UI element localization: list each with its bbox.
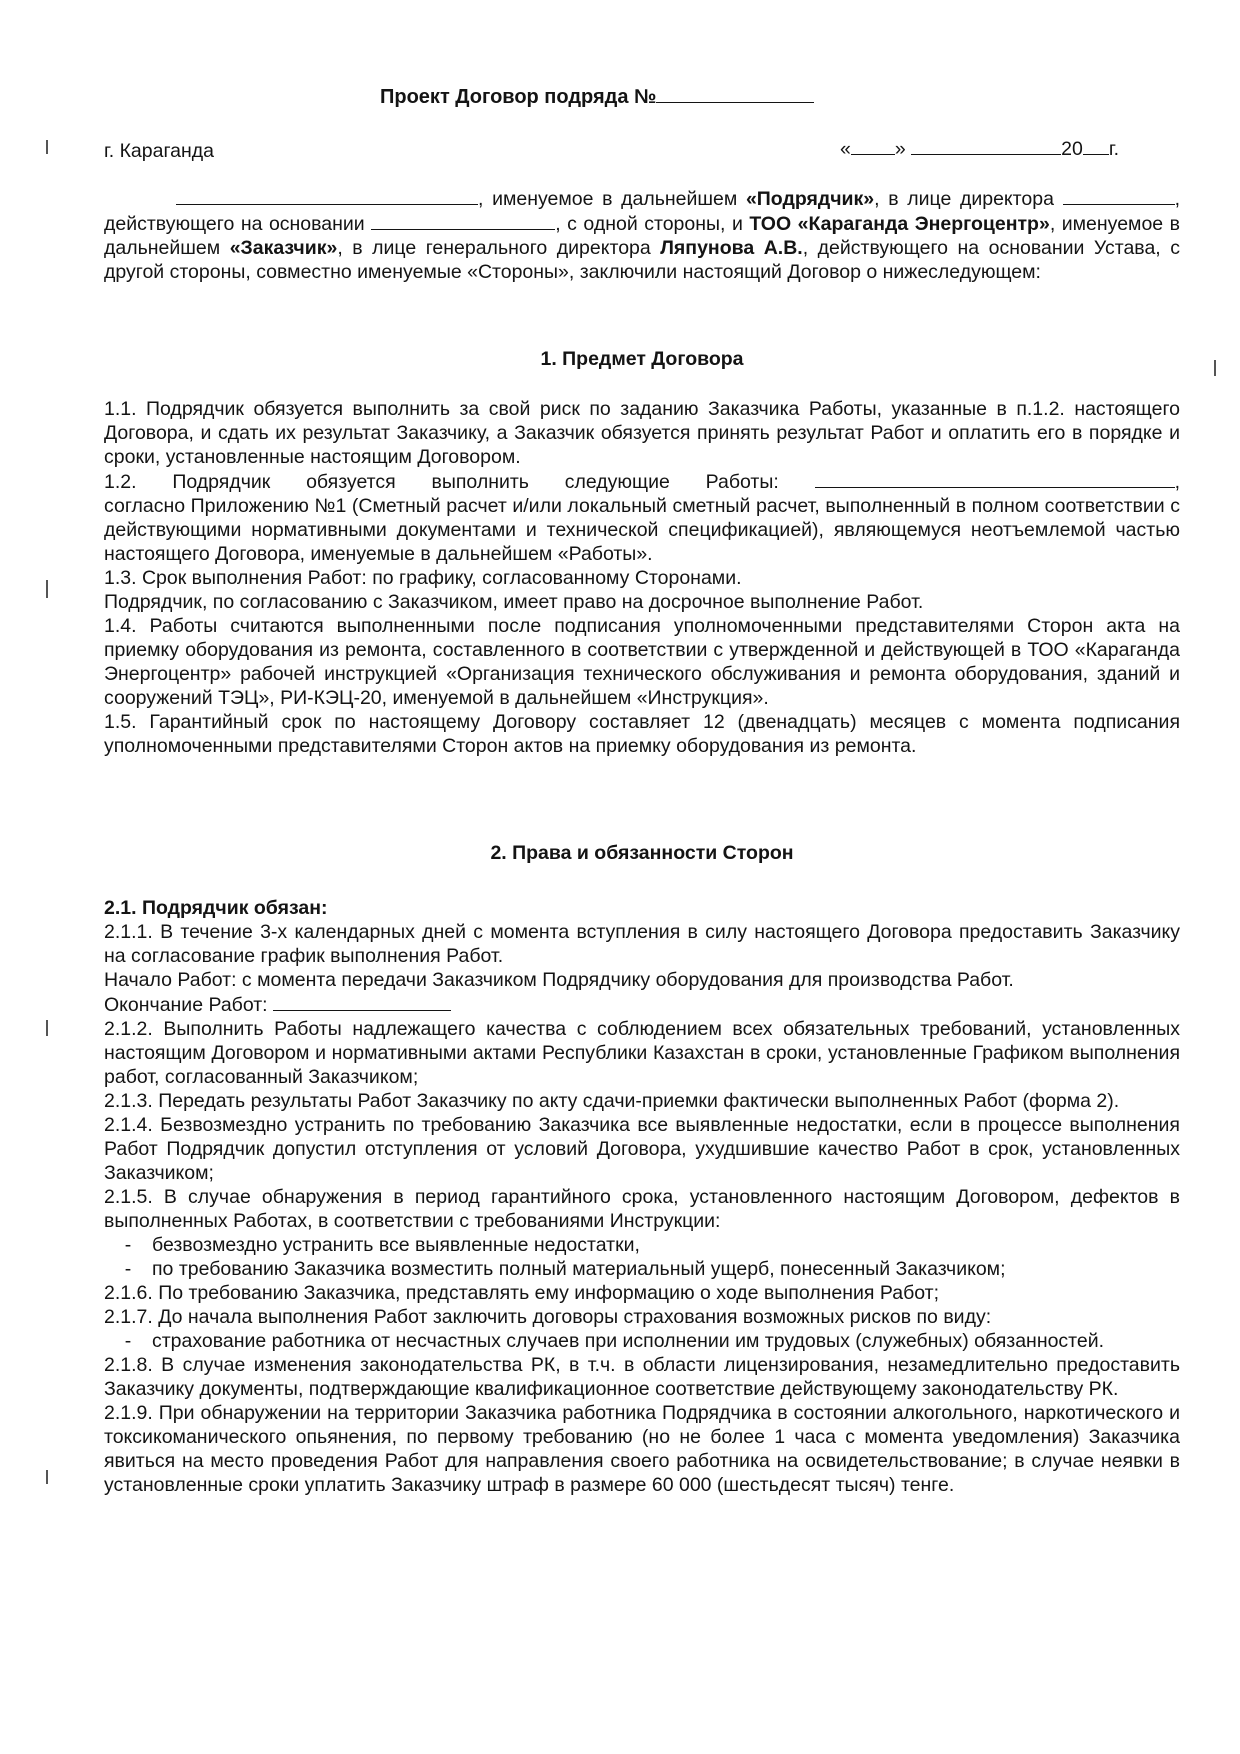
contract-title xyxy=(380,84,814,109)
director-name-blank xyxy=(1063,186,1175,205)
clause-1-2: 1.2. Подрядчик обязуется выполнить следующие Работы: , xyxy=(104,471,1180,493)
clause-1-3-note: Подрядчик, по согласованию с Заказчиком, имеет право на досрочное выполнение Работ. xyxy=(104,591,924,613)
scan-mark xyxy=(46,1470,48,1484)
work-end-blank xyxy=(273,992,451,1011)
clause-2-1-6: 2.1.6. По требованию Заказчика, представлять ему информацию о ходе выполнения Работ; xyxy=(104,1282,940,1304)
scan-mark xyxy=(46,140,48,154)
clause-1-4: 1.4. Работы считаются выполненными после подписания уполномоченными представителями Сторон акта на приемку оборудования из ремонта, составленного в соответствии с утвержденной и действующей в ТОО «Караганда Энергоцентр» рабочей инструкцией «Организация технического обслуживания и ремонта оборудования, зданий и сооружений ТЭЦ», РИ-КЭЦ-20, именуемой в дальнейшем «Инструкция». xyxy=(104,615,1180,709)
clause-2-1-3: 2.1.3. Передать результаты Работ Заказчику по акту сдачи-приемки фактически выполненных Работ (форма 2). xyxy=(104,1090,1120,1112)
year-blank xyxy=(1083,136,1109,155)
work-end: Окончание Работ: xyxy=(104,992,1180,1017)
scan-mark xyxy=(46,1020,48,1036)
work-start: Начало Работ: с момента передачи Заказчиком Подрядчику оборудования для производства Работ. xyxy=(104,969,1014,991)
scan-mark xyxy=(46,580,48,598)
title-text: Проект Договор подряда № xyxy=(380,86,657,108)
clause-2-1-7: 2.1.7. До начала выполнения Работ заключить договоры страхования возможных рисков по виду: xyxy=(104,1306,992,1328)
clause-1-5: 1.5. Гарантийный срок по настоящему Договору составляет 12 (двенадцать) месяцев с момента подписания уполномоченными представителями Сторон актов на приемку оборудования из ремонта. xyxy=(104,711,1180,757)
basis-blank xyxy=(371,211,555,230)
clause-1-1: 1.1. Подрядчик обязуется выполнить за свой риск по заданию Заказчика Работы, указанные в п.1.2. настоящего Договора, и сдать их результат Заказчику, а Заказчик обязуется принять результат Работ и оплатить его в порядке и сроки, установленные настоящим Договором. xyxy=(104,398,1180,468)
clause-1-2-cont: согласно Приложению №1 (Сметный расчет и/или локальный сметный расчет, выполненный в полном соответствии с действующими нормативными документами и технической спецификацией), являющемуся неотъемлемой частью настоящего Договора, именуемые в дальнейшем «Работы». xyxy=(104,495,1180,565)
contract-date: « » 20 г. xyxy=(840,138,1119,160)
clause-2-1-9: 2.1.9. При обнаружении на территории Заказчика работника Подрядчика в состоянии алкогольного, наркотического и токсикоманического опьянения, по первому требованию (но не более 1 часа с момента уведомления) Заказчика явиться на место проведения Работ для направления своего работника на освидетельствование; в случае неявки в установленные сроки уплатить Заказчику штраф в размере 60 000 (шестьдесят тысяч) тенге. xyxy=(104,1402,1180,1496)
section-1-body xyxy=(104,397,1180,758)
contractor-name-blank xyxy=(176,186,478,205)
scan-mark xyxy=(1214,360,1216,376)
clause-2-1-2: 2.1.2. Выполнить Работы надлежащего качества с соблюдением всех обязательных требований, установленных настоящим Договором и нормативными актами Республики Казахстан в сроки, установленные Графиком выполнения работ, согласованный Заказчиком; xyxy=(104,1018,1180,1088)
list-item: - по требованию Заказчика возместить полный материальный ущерб, понесенный Заказчиком; xyxy=(124,1258,1006,1280)
works-blank xyxy=(815,469,1175,488)
intro-paragraph: , именуемое в дальнейшем «Подрядчик», в лице директора , действующего на основании , с одной стороны, и ТОО «Караганда Энергоцентр», именуемое в дальнейшем «Заказчик», в лице генерального директора Ляпунова А.В., действующего на основании Устава, с другой стороны, совместно именуемые «Стороны», заключили настоящий Договор о нижеследующем: xyxy=(104,188,1181,283)
section-1-heading: 1. Предмет Договора xyxy=(540,348,744,370)
day-blank xyxy=(851,136,895,155)
clause-2-1: 2.1. Подрядчик обязан: xyxy=(104,897,328,919)
clause-2-1-8: 2.1.8. В случае изменения законодательства РК, в т.ч. в области лицензирования, незамедлительно предоставить Заказчику документы, подтверждающие квалификационное соответствие действующему законодательству РК. xyxy=(104,1354,1180,1400)
month-blank xyxy=(911,136,1061,155)
contract-number-blank xyxy=(656,84,814,103)
city: г. Караганда xyxy=(104,140,214,162)
clause-2-1-5: 2.1.5. В случае обнаружения в период гарантийного срока, установленного настоящим Договором, дефектов в выполненных Работах, в соответствии с требованиями Инструкции: xyxy=(104,1186,1180,1232)
clause-2-1-1: 2.1.1. В течение 3-х календарных дней с момента вступления в силу настоящего Договора предоставить Заказчику на согласование график выполнения Работ. xyxy=(104,921,1180,967)
clause-2-1-4: 2.1.4. Безвозмездно устранить по требованию Заказчика все выявленные недостатки, если в процессе выполнения Работ Подрядчик допустил отступления от условий Договора, ухудшившие качество Работ в срок, установленных Заказчиком; xyxy=(104,1114,1180,1184)
list-item: - страхование работника от несчастных случаев при исполнении им трудовых (служебных) обязанностей. xyxy=(124,1330,1105,1352)
section-2-heading: 2. Права и обязанности Сторон xyxy=(490,842,794,864)
list-item: - безвозмездно устранить все выявленные недостатки, xyxy=(124,1234,640,1256)
section-2-body xyxy=(104,896,1180,1497)
clause-1-3: 1.3. Срок выполнения Работ: по графику, согласованному Сторонами. xyxy=(104,567,742,589)
